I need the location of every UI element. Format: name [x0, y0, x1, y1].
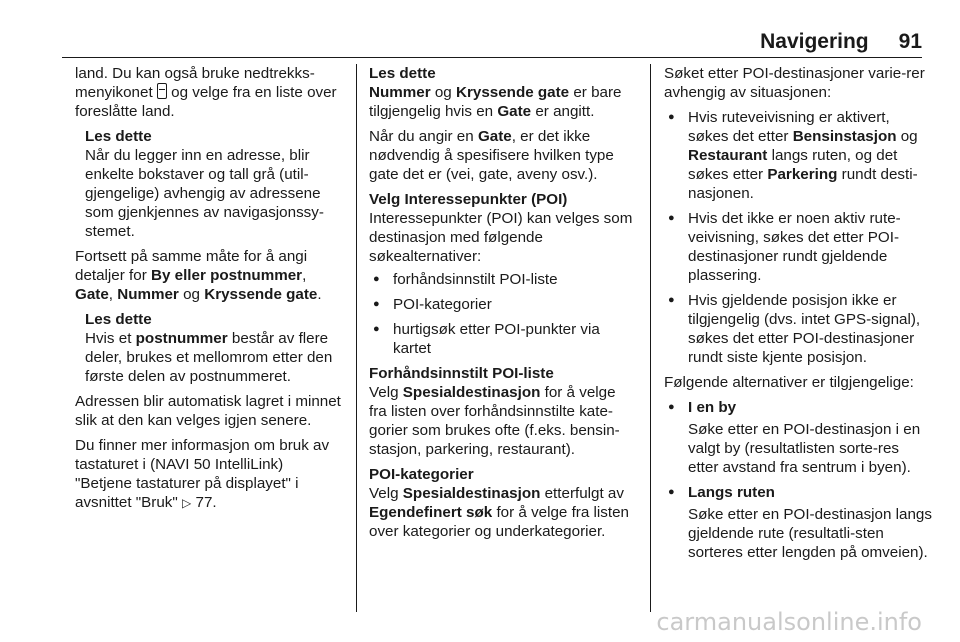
section-text: Velg Spesialdestinasjon for å velge fra listen over forhåndsinnstilte kate-gorier som brukes ofte (f.eks. bensin-stasjon, parkering, restaurant). — [369, 384, 620, 458]
option-item — [664, 398, 932, 477]
column-divider — [650, 64, 651, 612]
section-text: Velg Spesialdestinasjon etterfulgt av Egendefinert søk for å velge fra listen over kategorier og underkategorier. — [369, 485, 629, 540]
paragraph: Følgende alternativer er tilgjengelige: — [664, 374, 914, 391]
section-heading: Forhåndsinnstilt POI-liste — [369, 365, 554, 382]
option-item — [664, 483, 932, 562]
option-heading: Langs ruten — [688, 484, 775, 501]
paragraph: land. Du kan også bruke nedtrekks-menyikonet og velge fra en liste over foreslåtte land. — [75, 65, 337, 120]
note-heading: Les dette — [369, 65, 436, 82]
bullet-list — [664, 108, 932, 367]
list-item: ● Hvis gjeldende posisjon ikke er tilgjengelig (dvs. intet GPS-signal), søkes det etter POI-destinasjoner rundt siste kjente posisjon. — [664, 291, 932, 367]
list-item: ● Hvis ruteveivisning er aktivert, søkes det etter Bensinstasjon og Restaurant langs ruten, og det søkes etter Parkering rundt desti-nasjonen. — [664, 108, 932, 203]
note-box — [75, 310, 343, 386]
note-text: Når du legger inn en adresse, blir enkelte bokstaver og tall grå (util-gjengelige) avhengig av adressene som gjenkjennes av navigasjonssy-stemet. — [85, 147, 324, 240]
column-1 — [75, 64, 343, 519]
section-text: Interessepunkter (POI) kan velges som destinasjon med følgende søkealternativer: — [369, 210, 633, 265]
option-list — [664, 398, 932, 562]
section-poi — [369, 190, 637, 358]
column-2 — [369, 64, 637, 547]
paragraph: Du finner mer informasjon om bruk av tastaturet i (NAVI 50 IntelliLink) "Betjene tastaturer på displayet" i avsnittet "Bruk" ▷ 77. — [75, 437, 330, 511]
note-text: Når du angir en Gate, er det ikke nødvendig å spesifisere hvilken type gate det er (vei, gate, aveny osv.). — [369, 128, 614, 183]
option-heading: I en by — [688, 399, 737, 416]
list-item: ● Hvis det ikke er noen aktiv rute-veivisning, søkes det etter POI-destinasjoner rundt gjeldende plassering. — [664, 209, 932, 285]
page-reference[interactable]: 77. — [195, 494, 217, 511]
list-item: ● POI-kategorier — [369, 295, 637, 314]
option-text: Søke etter en POI-destinasjon langs gjeldende rute (resultatli-sten sorteres etter lengden på omveien). — [688, 506, 932, 561]
option-text: Søke etter en POI-destinasjon i en valgt by (resultatlisten sorte-res etter avstand fra sentrum i byen). — [688, 421, 921, 476]
section-heading: POI-kategorier — [369, 466, 474, 483]
page-number: 91 — [898, 30, 922, 53]
section-preset-poi — [369, 364, 637, 459]
dropdown-menu-icon — [157, 83, 167, 99]
bullet-list — [369, 270, 637, 358]
note-text: Hvis et postnummer består av flere deler, brukes et mellomrom etter den første delen av postnummeret. — [85, 330, 333, 385]
page-reference-arrow-icon: ▷ — [182, 496, 192, 510]
paragraph: Adressen blir automatisk lagret i minnet slik at den kan velges igjen senere. — [75, 393, 341, 429]
section-poi-categories — [369, 465, 637, 541]
section-heading: Velg Interessepunkter (POI) — [369, 191, 568, 208]
column-3 — [664, 64, 932, 568]
paragraph: Søket etter POI-destinasjoner varie-rer avhengig av situasjonen: — [664, 65, 925, 101]
note-text: Nummer og Kryssende gate er bare tilgjengelig hvis en Gate er angitt. — [369, 84, 622, 120]
list-item: ● forhåndsinnstilt POI-liste — [369, 270, 637, 289]
list-item: ● hurtigsøk etter POI-punkter via kartet — [369, 320, 637, 358]
paragraph: Fortsett på samme måte for å angi detaljer for By eller postnummer, Gate, Nummer og Kryssende gate. — [75, 248, 322, 303]
note-heading: Les dette — [85, 311, 152, 328]
note-heading: Les dette — [85, 128, 152, 145]
header-rule — [62, 57, 922, 58]
note-box — [75, 127, 343, 241]
watermark: carmanualsonline.info — [656, 608, 922, 636]
column-divider — [356, 64, 357, 612]
note-box — [369, 64, 637, 184]
page-header — [0, 24, 922, 54]
page-title: Navigering — [760, 30, 869, 53]
